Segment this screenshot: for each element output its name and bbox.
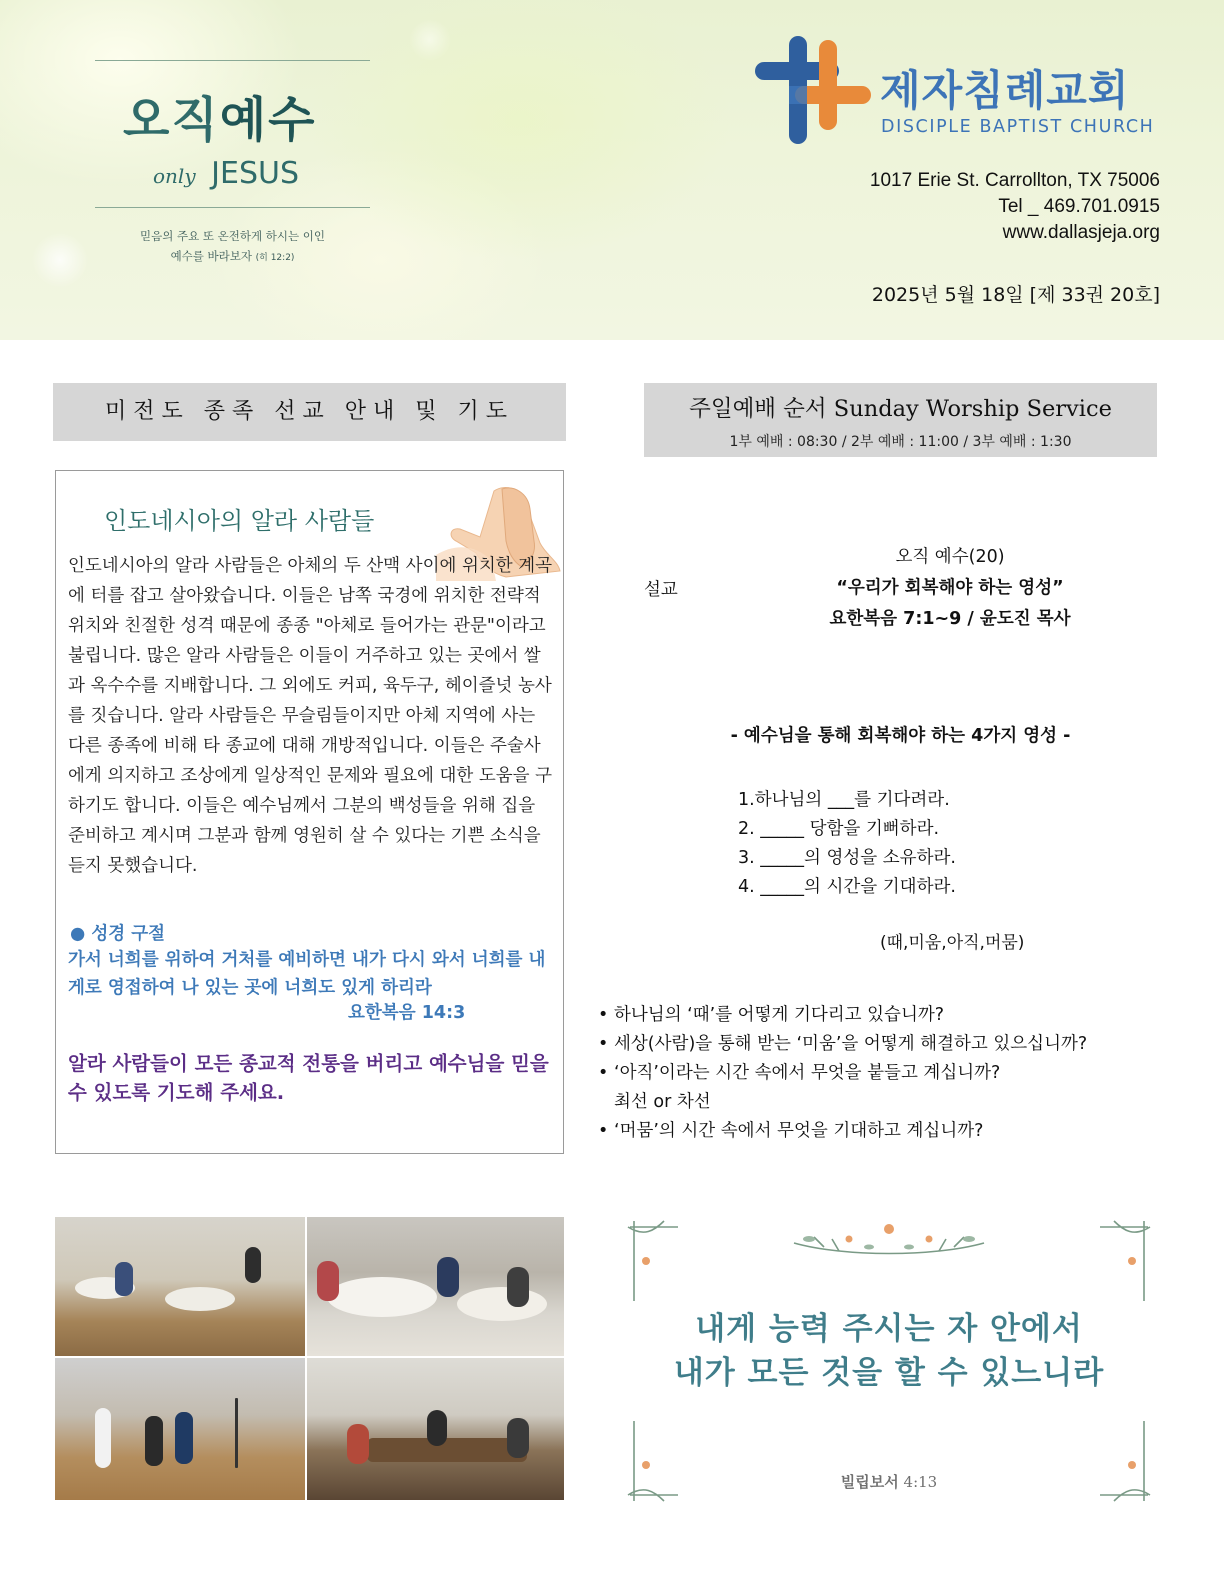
- photo-fellowship-3: [55, 1358, 305, 1500]
- bulletin-header: [0, 0, 1224, 340]
- reflection-questions: [598, 1001, 1158, 1146]
- logo-divider-top: [95, 60, 370, 61]
- sermon-points-title: - 예수님을 통해 회복해야 하는 4가지 영성 -: [730, 726, 1071, 746]
- logo-verse-ref: (히 12:2): [255, 253, 295, 263]
- church-contact: [870, 168, 1160, 246]
- issue-date: 2025년 5월 18일 [제 33권 20호]: [871, 284, 1160, 306]
- logo-verse: [95, 226, 370, 268]
- bible-verse-text: 가서 너희를 위하여 거처를 예비하면 내가 다시 와서 너희를 내게로 영접하여 나 있는 곳에 너희도 있게 하리라: [68, 950, 546, 998]
- worship-section-header: [644, 383, 1157, 457]
- logo-title: [123, 81, 370, 150]
- logo-jesus: JESUS: [211, 156, 300, 191]
- mission-section-header: 미전도 종족 선교 안내 및 기도: [53, 383, 566, 441]
- logo-verse-line1: 믿음의 주요 또 온전하게 하시는 이인: [140, 229, 325, 243]
- prayer-request: 알라 사람들이 모든 종교적 전통을 버리고 예수님을 믿을 수 있도록 기도해 주세요.: [68, 1052, 549, 1104]
- church-name-en: DISCIPLE BAPTIST CHURCH: [881, 117, 1155, 137]
- fellowship-photo-collage: [55, 1217, 564, 1500]
- logo-subtitle: [153, 156, 370, 191]
- church-name-kr: 제자침례교회: [880, 66, 1130, 115]
- church-cross-logo-icon: [755, 36, 875, 146]
- mission-description: 인도네시아의 알라 사람들은 아체의 두 산맥 사이에 위치한 계곡에 터를 잡고 살아왔습니다. 이들은 남쪽 국경에 위치한 전략적 위치와 친절한 성격 때문에 종종 "아체로 들어가는 관문"이라고 불립니다. 많은 알라 사람들은 이들이 거주하고 있는 곳에서 쌀과 옥수수를 지배합니다. 그 외에도 커피, 육두구, 헤이즐넛 농사를 짓습니다. 알라 사람들은 무슬림들이지만 아체 지역에 사는 다른 종족에 비해 타 종교에 대해 개방적입니다. 이들은 주술사에게 의지하고 조상에게 일상적인 문제와 필요에 대한 도움을 구하기도 합니다. 이들은 예수님께서 그분의 백성들을 위해 집을 준비하고 계시며 그분과 함께 영원히 살 수 있다는 기쁜 소식을 듣지 못했습니다.: [68, 556, 553, 876]
- logo-verse-line2: 예수를 바라보자: [170, 249, 252, 263]
- church-address: 1017 Erie St. Carrollton, TX 75006: [869, 170, 1160, 191]
- photo-fellowship-2: [307, 1217, 564, 1356]
- logo-only: only: [153, 164, 196, 188]
- sermon-title: “우리가 회복해야 하는 영성”: [836, 578, 1064, 598]
- reflection-question: • ‘아직’이라는 시간 속에서 무엇을 붙들고 계십니까?: [598, 1059, 1158, 1088]
- memory-verse-card: [624, 1217, 1154, 1505]
- only-jesus-logo: [95, 60, 370, 268]
- sermon-label: 설교: [644, 580, 678, 600]
- mission-box: [55, 470, 564, 1154]
- sermon-info: [760, 542, 1140, 635]
- sermon-point: 4. _____의 시간을 기대하라.: [738, 877, 956, 897]
- logo-title-b: 예수: [219, 92, 317, 148]
- reflection-question-continuation: 최선 or 차선: [614, 1092, 711, 1112]
- memory-verse-line2: 내가 모든 것을 할 수 있느니라: [673, 1355, 1105, 1391]
- memory-verse-number: 4:13: [903, 1473, 938, 1491]
- bible-verse-reference: 요한복음 14:3: [348, 1003, 466, 1023]
- photo-fellowship-4: [307, 1358, 564, 1500]
- logo-divider-bottom: [95, 207, 370, 208]
- sermon-reference: 요한복음 7:1~9 / 윤도진 목사: [829, 609, 1071, 629]
- church-tel: Tel _ 469.701.0915: [998, 196, 1160, 217]
- photo-fellowship-1: [55, 1217, 305, 1356]
- reflection-question: • 하나님의 ‘때’를 어떻게 기다리고 있습니까?: [598, 1001, 1158, 1030]
- church-website[interactable]: www.dallasjeja.org: [1002, 222, 1160, 243]
- memory-verse-book: 빌립보서: [840, 1473, 899, 1491]
- sermon-points: [738, 786, 956, 902]
- memory-verse-text: [624, 1307, 1154, 1395]
- memory-verse-line1: 내게 능력 주시는 자 안에서: [695, 1311, 1083, 1347]
- people-group-title: 인도네시아의 알라 사람들: [104, 507, 375, 535]
- reflection-question: • ‘머뭄’의 시간 속에서 무엇을 기대하고 계십니까?: [598, 1117, 1158, 1146]
- sermon-point: 1.하나님의 ___를 기다려라.: [738, 790, 950, 810]
- memory-verse-reference: [624, 1471, 1154, 1492]
- logo-title-a: 오직: [123, 92, 220, 148]
- sermon-series: 오직 예수(20): [895, 547, 1005, 567]
- sermon-answers: (때,미움,아직,머뭄): [880, 933, 1025, 953]
- worship-times: 1부 예배 : 08:30 / 2부 예배 : 11:00 / 3부 예배 : 1:30: [729, 434, 1072, 450]
- worship-title: 주일예배 순서 Sunday Worship Service: [689, 396, 1112, 422]
- sermon-point: 3. _____의 영성을 소유하라.: [738, 848, 956, 868]
- reflection-question: • 세상(사람)을 통해 받는 ‘미움’을 어떻게 해결하고 있으십니까?: [598, 1030, 1158, 1059]
- bible-verse-label: ● 성경 구절: [70, 924, 166, 944]
- sermon-point: 2. _____ 당함을 기뻐하라.: [738, 819, 940, 839]
